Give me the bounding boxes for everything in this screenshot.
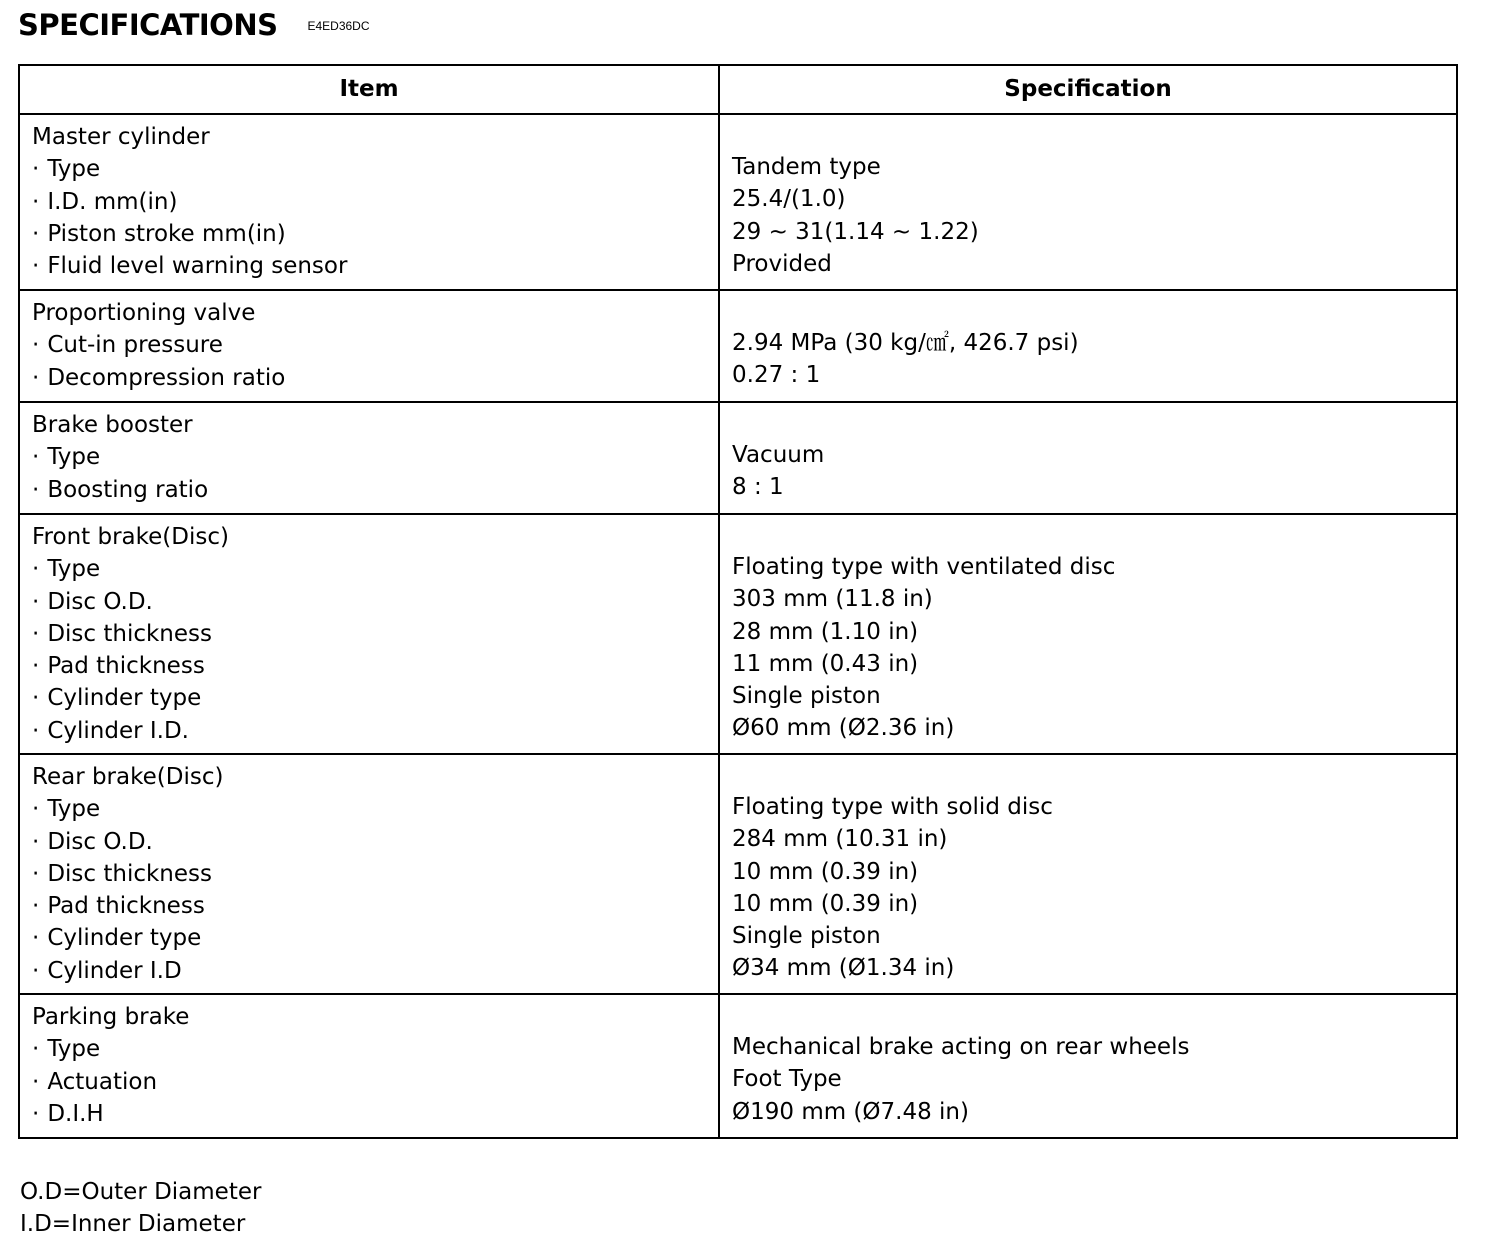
table-row <box>19 994 1457 1138</box>
table-row <box>19 754 1457 994</box>
spec-value: 28 mm (1.10 in) <box>732 618 919 645</box>
item-label: Type <box>47 444 101 471</box>
document-code: E4ED36DC <box>307 19 370 33</box>
spec-value: Ø34 mm (Ø1.34 in) <box>732 955 955 982</box>
table-row <box>19 402 1457 514</box>
item-label: Disc thickness <box>47 860 212 887</box>
item-label: Cylinder type <box>47 925 202 952</box>
spec-value: Floating type with solid disc <box>732 794 1053 820</box>
item-cell: Rear brake(Disc) · Type · Disc O.D. · Disc thickness · Pad thickness · Cylinder type · Cylinder I.D <box>19 754 719 994</box>
item-label: Decompression ratio <box>47 364 286 391</box>
page-title: SPECIFICATIONS <box>18 8 278 42</box>
spec-value: Tandem type <box>732 154 881 180</box>
spec-cell <box>719 114 1457 290</box>
spec-cell <box>719 514 1457 754</box>
item-label: Cut-in pressure <box>47 332 223 359</box>
item-cell: Master cylinder · Type · I.D. mm(in) · Piston stroke mm(in) · Fluid level warning sensor <box>19 114 719 290</box>
item-label: D.I.H <box>47 1100 104 1127</box>
spec-value: 284 mm (10.31 in) <box>732 826 948 853</box>
spec-cell <box>719 290 1457 402</box>
group-label: Proportioning valve <box>32 300 256 326</box>
column-header-item: Item <box>19 65 719 114</box>
item-cell: Brake booster · Type · Boosting ratio <box>19 402 719 514</box>
column-header-specification: Specification <box>719 65 1457 114</box>
item-label: Disc thickness <box>47 620 212 647</box>
spec-value: Ø190 mm (Ø7.48 in) <box>732 1098 969 1125</box>
spec-value: Single piston <box>732 683 881 710</box>
item-label: Cylinder type <box>47 685 202 712</box>
spec-cell <box>719 994 1457 1138</box>
spec-value: 10 mm (0.39 in) <box>732 858 919 885</box>
item-label: Type <box>47 156 101 183</box>
spec-value: Mechanical brake acting on rear wheels <box>732 1034 1190 1060</box>
spec-value: Floating type with ventilated disc <box>732 554 1116 580</box>
item-label: Type <box>47 556 101 583</box>
item-cell: Proportioning valve · Cut-in pressure · Decompression ratio <box>19 290 719 402</box>
group-label: Rear brake(Disc) <box>32 764 224 790</box>
group-label: Brake booster <box>32 412 193 438</box>
spec-value: 10 mm (0.39 in) <box>732 890 919 917</box>
spec-value: Provided <box>732 250 832 277</box>
item-label: Boosting ratio <box>47 476 209 503</box>
spec-value: 8 : 1 <box>732 474 784 501</box>
table-row <box>19 290 1457 402</box>
specifications-table <box>18 64 1458 1139</box>
page-heading <box>18 8 370 42</box>
item-label: Type <box>47 1036 101 1063</box>
spec-value: 303 mm (11.8 in) <box>732 586 933 613</box>
table-row <box>19 514 1457 754</box>
table-header-row <box>19 65 1457 114</box>
spec-value: 2.94 MPa (30 kg/㎠, 426.7 psi) <box>732 330 1079 356</box>
item-cell: Parking brake · Type · Actuation · D.I.H <box>19 994 719 1138</box>
spec-value: Single piston <box>732 923 881 950</box>
item-label: Actuation <box>47 1068 158 1095</box>
item-cell: Front brake(Disc) · Type · Disc O.D. · Disc thickness · Pad thickness · Cylinder type · Cylinder I.D. <box>19 514 719 754</box>
item-label: Cylinder I.D <box>47 957 182 984</box>
spec-cell <box>719 402 1457 514</box>
item-label: Pad thickness <box>47 893 205 920</box>
item-label: Disc O.D. <box>47 588 153 615</box>
item-label: I.D. mm(in) <box>47 188 178 215</box>
spec-value: Foot Type <box>732 1066 842 1093</box>
spec-value: Vacuum <box>732 442 825 468</box>
group-label: Front brake(Disc) <box>32 524 229 550</box>
spec-value: Ø60 mm (Ø2.36 in) <box>732 715 955 742</box>
group-label: Master cylinder <box>32 124 210 150</box>
footnotes <box>20 1176 261 1240</box>
item-label: Pad thickness <box>47 653 205 680</box>
table-row <box>19 114 1457 290</box>
spec-value: 25.4/(1.0) <box>732 186 846 213</box>
item-label: Cylinder I.D. <box>47 717 189 744</box>
footnote: I.D=Inner Diameter <box>20 1211 246 1237</box>
spec-value: 29 ~ 31(1.14 ~ 1.22) <box>732 218 979 245</box>
spec-value: 11 mm (0.43 in) <box>732 650 919 677</box>
spec-cell <box>719 754 1457 994</box>
item-label: Piston stroke mm(in) <box>47 220 286 247</box>
footnote: O.D=Outer Diameter <box>20 1179 262 1205</box>
spec-value: 0.27 : 1 <box>732 362 821 389</box>
group-label: Parking brake <box>32 1004 190 1030</box>
item-label: Type <box>47 796 101 823</box>
item-label: Disc O.D. <box>47 828 153 855</box>
item-label: Fluid level warning sensor <box>47 253 348 280</box>
